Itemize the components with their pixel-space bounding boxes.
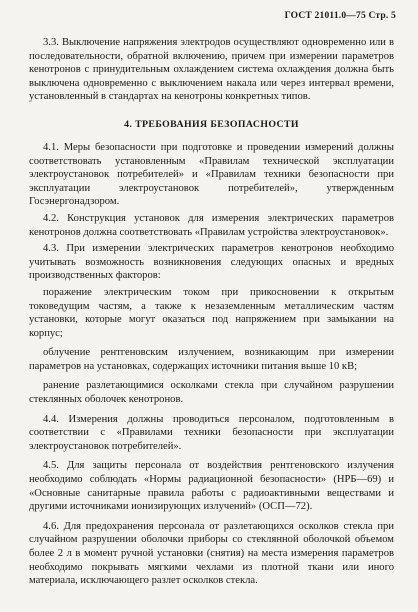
section-title: 4. ТРЕБОВАНИЯ БЕЗОПАСНОСТИ: [124, 118, 299, 130]
hazard-item: ранение разлетающимися осколками стекла при случайном разрушении стеклянных оболочек кенотронов.: [29, 380, 394, 406]
clause-4-6: 4.6. Для предохранения персонала от разлетающихся осколков стекла при случайном разрушении оболочки приборы со стеклянной оболочкой объемом более 2 л в момент ручной установки (снятия) на места измерения параметров необходимо покрывать мягкими чехлами из плотной ткани или иного материала, исключающего разлет осколков стекла.: [29, 520, 394, 587]
clause-4-1: 4.1. Меры безопасности при подготовке и проведении измерений должны соответствовать установленным «Правилам технической эксплуатации электроустановок потребителей» и «Правилам техники безопасности при эксплуатации электроустановок потребителей», утвержденным Госэнергонадзором.: [29, 141, 394, 208]
document-body: [29, 36, 394, 588]
clause-4-2: 4.2. Конструкция установок для измерения электрических параметров кенотронов должна соответствовать «Правилам устройства электроустановок».: [29, 212, 394, 238]
clause-4-3: 4.3. При измерении электрических параметров кенотронов необходимо учитывать возможность возникновения следующих опасных и вредных производственных факторов:: [29, 243, 394, 282]
clause-4-4: 4.4. Измерения должны проводиться персоналом, подготовленным в соответствии с «Правилами техники безопасности при эксплуатации электроустановок потребителей».: [29, 413, 394, 452]
clause-4-5: 4.5. Для защиты персонала от воздействия рентгеновского излучения необходимо соблюдать «Нормы радиационной безопасности» (НРБ—69) и «Основные санитарные правила работы с радиоактивными веществами и другими источниками ионизирующих излучений» (ОСП—72).: [29, 460, 394, 513]
page-number: Стр. 5: [368, 11, 396, 21]
hazard-item: облучение рентгеновским излучением, возникающим при измерении параметров на установках, содержащих источники питания выше 10 кВ;: [29, 347, 394, 372]
page-header: [285, 11, 396, 21]
clause-3-3: 3.3. Выключение напряжения электродов осуществляют одновременно или в последовательности, обратной включению, причем при измерении параметров кенотронов с принудительным охлаждением система охлаждения должна быть выключена одновременно с выключением накала или через интервал времени, установленный в стандартах на кенотроны конкретных типов.: [29, 37, 394, 103]
hazard-item: поражение электрическим током при прикосновении к открытым токоведущим частям, а также к незаземленным металлическим частям установки, которые могут оказаться под напряжением при замыкании на корпус;: [29, 286, 394, 339]
standard-number: ГОСТ 21011.0—75: [284, 11, 366, 21]
